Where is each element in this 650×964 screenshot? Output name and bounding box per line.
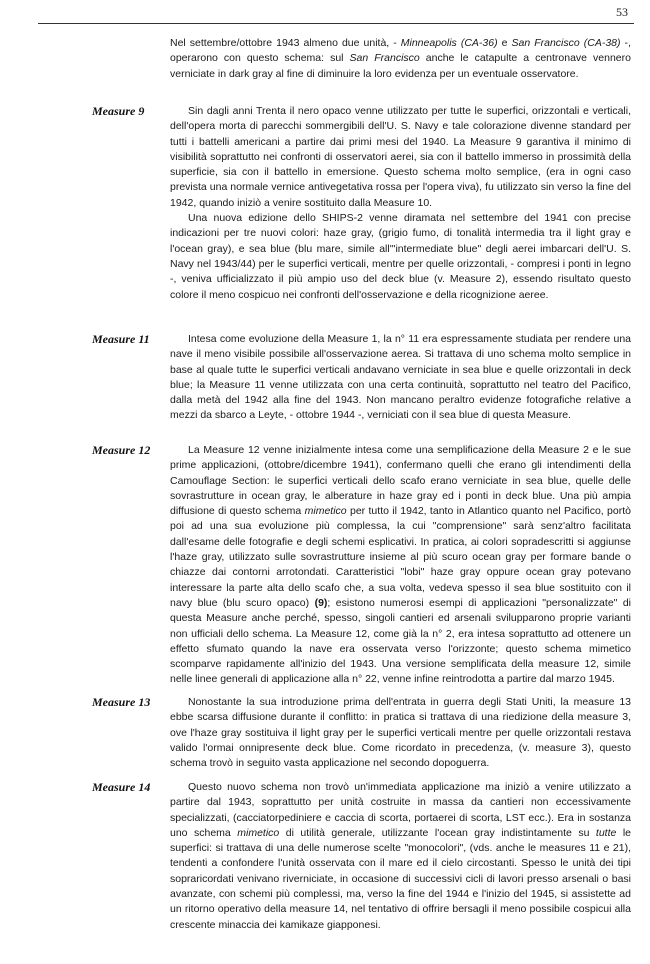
measure-13-label: Measure 13 <box>92 695 151 709</box>
measure-9-label: Measure 9 <box>92 104 145 118</box>
intro-text: Nel settembre/ottobre 1943 almeno due unità, - Minneapolis (CA-36) e San Francisco (CA-38) -, operarono con questo schema: sul San Francisco anche le catapulte a centronave vennero verniciate in dark gray al fine di diminuire la loro evidenza per un eventuale osservatore. <box>170 37 631 80</box>
measure-11-paragraph: Intesa come evoluzione della Measure 1, la n° 11 era espressamente studiata per rendere una nave il meno visibile possibile all'osservazione aerea. Si trattava di uno schema molto semplice in base al quale tutte le superfici verticali andavano verniciate in sea blue e quelle orizzontali in deck blue; la Measure 11 venne utilizzata con una certa continuità, soprattutto nel teatro del Pacifico, dalla metà del 1942 alla fine del 1943. Non mancano peraltro evidenze fotografiche relative a mezzi da sbarco a Leyte, - ottobre 1944 -, verniciati con il sea blue di questa Measure. <box>170 333 631 422</box>
page-number: 53 <box>616 5 628 19</box>
measure-14-text: Questo nuovo schema non trovò un'immediata applicazione ma iniziò a venire utilizzato a partire dal 1943, soprattutto per unità costruite in massa da cantieri non eccessivamente specializzati, (cacciatorpediniere e caccia di scorta, portaerei di scorta, LST ecc.). Era in sostanza uno schema mimetico di utilità generale, utilizzante l'ocean gray indistintamente su tutte le superfici: si trattava di una delle numerose scelte "monocolori", (vds. anche le measures 11 e 21), tendenti a confondere l'unità osservata con il mare ed il cielo circostanti. Spesso le unità dei tipi sopraricordati venivano riverniciate, in occasione di successivi cicli di lavori presso arsenali o basi avanzate, con schemi più complessi, ma, verso la fine del 1944 e l'inizio del 1945, si assistette ad un ritorno operativo della measure 14, nel tentativo di offrire bersagli il meno possibile cospicui alla crescente minaccia dei kamikaze giapponesi. <box>170 781 632 931</box>
measure-11-label: Measure 11 <box>92 332 150 346</box>
measure-13-text <box>170 695 631 771</box>
measure-13-paragraph: Nonostante la sua introduzione prima dell'entrata in guerra degli Stati Uniti, la measure 13 ebbe scarsa diffusione durante il conflitto: in pratica si trattava di una riedizione della measure 3, ove l'haze gray sostituiva il light gray per le superfici verticali mentre per quelle orizzontali restava valido l'ormai onnipresente deck blue. Come ricordato in precedenza, (v. measure 3), questo schema trovò in seguito vasta applicazione nel secondo dopoguerra. <box>170 696 631 770</box>
measure-11-text <box>170 332 631 424</box>
measure-14-label: Measure 14 <box>92 780 151 794</box>
measure-9-text <box>170 104 631 303</box>
measure-12-label: Measure 12 <box>92 443 151 457</box>
measure-9-paragraph-1: Sin dagli anni Trenta il nero opaco venne utilizzato per tutte le superfici, orizzontali e verticali, dell'opera morta di parecchi sommergibili dell'U. S. Navy e tale colorazione divenne standard per tutti i battelli americani a partire dai primi mesi del 1940. La Measure 9 garantiva il minimo di visibilità soprattutto nei confronti di osservatori aerei, sia con il battello immerso in prossimità della superficie, sia con il battello in emersione. Questo schema molto semplice, (era in ogni caso prevista una normale vernice antivegetativa rossa per l'opera viva), fu utilizzato sin verso la fine del 1942, quando iniziò a venire sostituito dalla Measure 10. <box>170 105 631 209</box>
measure-12-text: La Measure 12 venne inizialmente intesa come una semplificazione della Measure 2 e le sue prime applicazioni, (ottobre/dicembre 1941), confermano quelli che erano gli intendimenti della Camouflage Section: le superfici verticali dello scafo erano verniciate in sea blue, quelle delle sovrastrutture in ocean gray, le alberature in haze gray ed i ponti in deck blue. Una più ampia diffusione di questo schema mimetico per tutto il 1942, tanto in Atlantico quanto nel Pacifico, portò poi ad una sua evoluzione più complessa, la cui "comprensione" sarà senz'altro facilitata dall'esame delle fotografie e degli schemi esplicativi. In pratica, ai colori sopradescritti si aggiunse l'haze gray, utilizzato sulle sovrastrutture insieme al più scuro ocean gray per formare bande o chiazze dai contorni arrotondati. Caratteristici "lobi" haze gray oppure ocean gray potevano interessare la parte alta dello scafo che, a sua volta, vedeva spesso il sea blue sostituito con il navy blue (blu scuro opaco) (9); esistono numerosi esempi di applicazioni "personalizzate" di questa Measure anche perché, spesso, singoli cantieri ed arsenali svilupparono proprie varianti non ufficiali dello schema. La Measure 12, come già la n° 2, era intesa soprattutto ad ottenere un effetto sfumato quando la nave era osservata verso l'orizzonte; questo schema mimetico scomparve rapidamente all'inizio del 1943. Una versione semplificata della measure 12, simile nelle linee generali di applicazione alla n° 22, venne infine reintrodotta a partire dal marzo 1945. <box>170 444 632 686</box>
measure-9-paragraph-2: Una nuova edizione dello SHIPS-2 venne diramata nel settembre del 1941 con precise indicazioni per tre nuovi colori: haze gray, (grigio fumo, di tonalità intermedia tra il light gray e l'ocean gray), e sea blue (blu mare, simile all'"intermediate blue" degli aerei imbarcari dell'U. S. Navy nel 1943/44) per le superfici verticali, mentre per quelle orizzontali, - compresi i ponti in legno -, veniva ufficializzato il più ampio uso del deck blue (v. Measure 2), essendo risultato questo colore il meno cospicuo nei confronti dell'osservazione e della ricognizione aeree. <box>170 212 631 301</box>
header-rule <box>38 23 634 24</box>
